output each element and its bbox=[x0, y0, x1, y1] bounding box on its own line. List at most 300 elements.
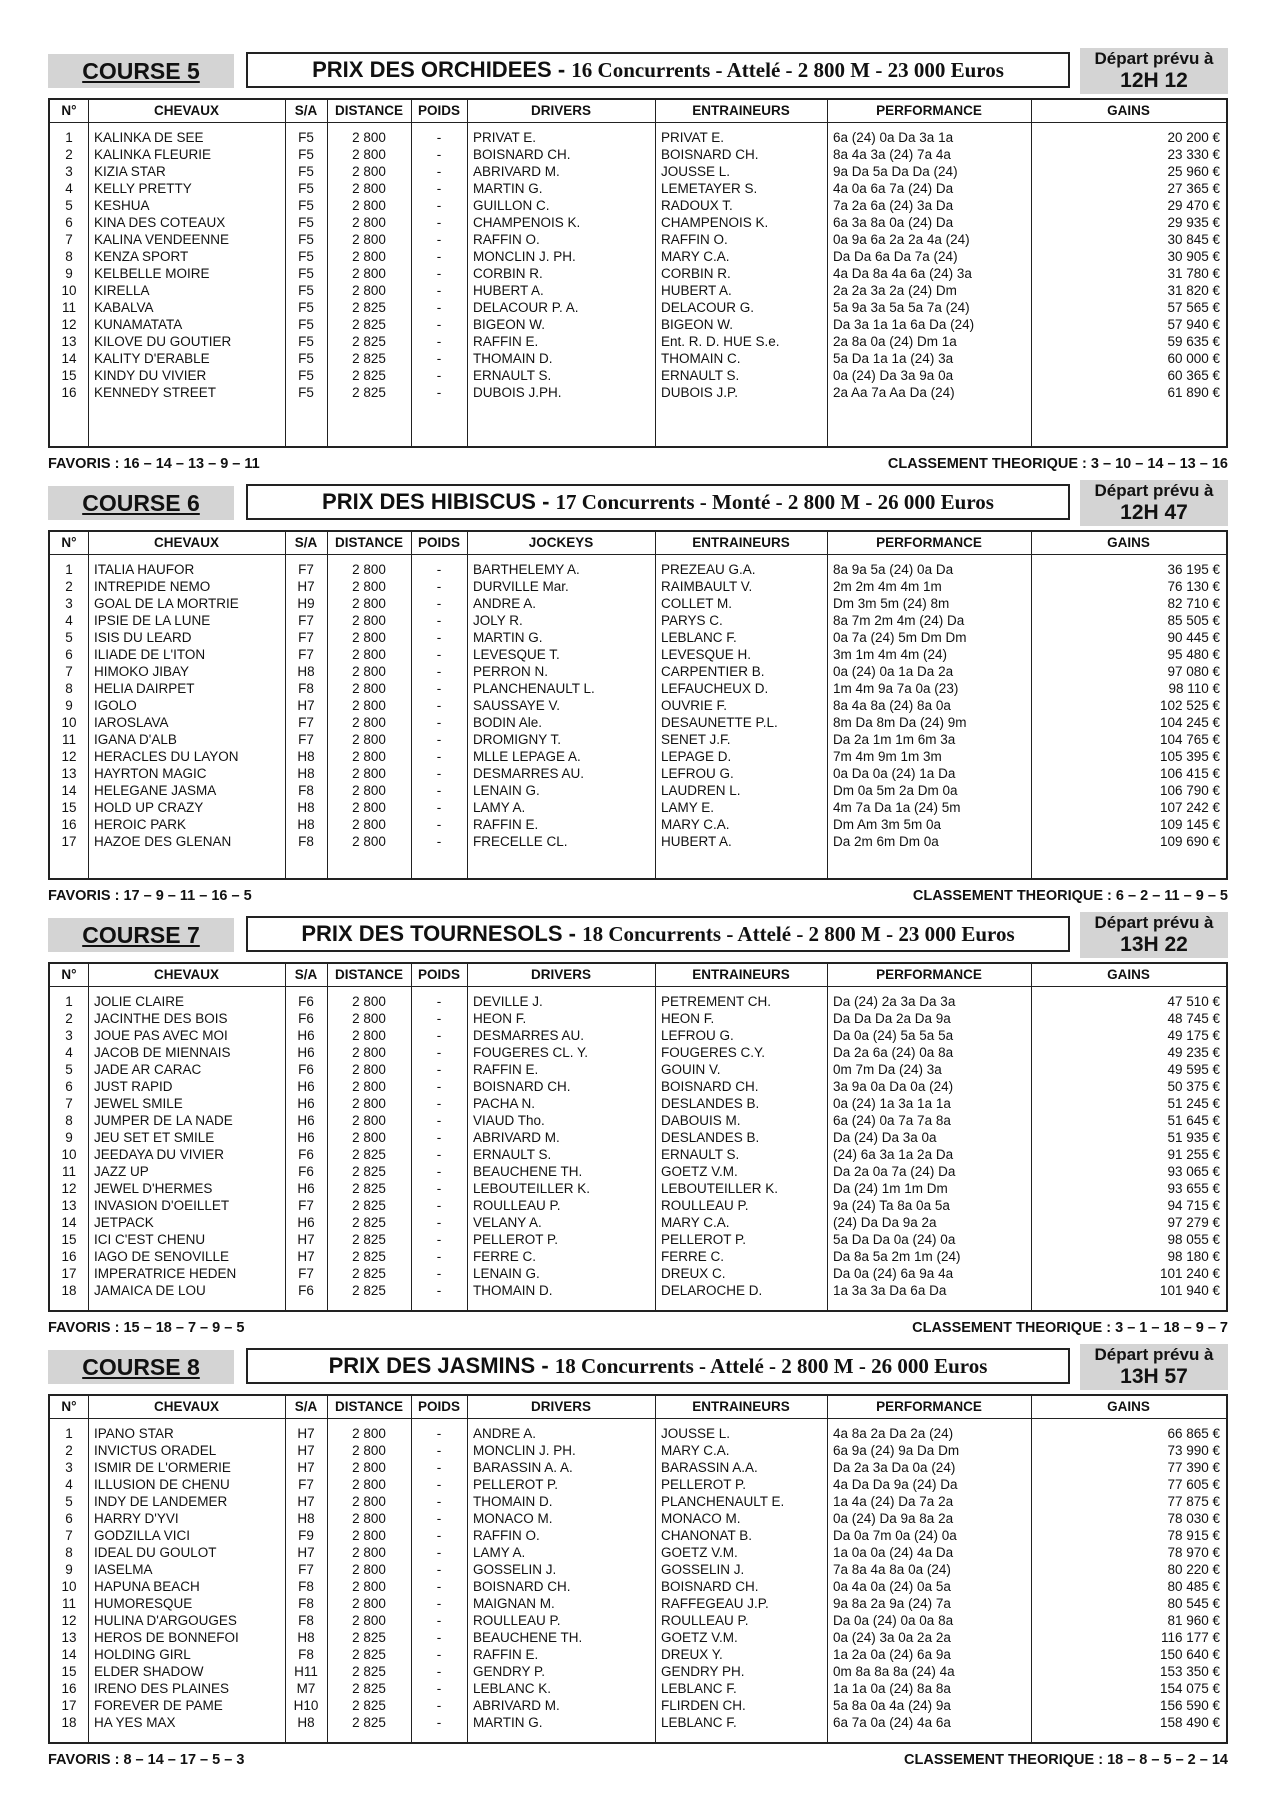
column-header-number: N° bbox=[61, 967, 77, 982]
cell-number: 1 bbox=[65, 994, 73, 1009]
cell-earnings: 109 145 € bbox=[1159, 817, 1220, 832]
cell-trainer: FLIRDEN CH. bbox=[661, 1698, 746, 1713]
cell-driver: ABRIVARD M. bbox=[473, 1130, 560, 1145]
cell-driver: MONCLIN J. PH. bbox=[473, 249, 576, 264]
column-header-driver: DRIVERS bbox=[530, 1399, 591, 1414]
cell-number: 5 bbox=[65, 1062, 73, 1077]
cell-sex-age: F5 bbox=[298, 181, 314, 196]
runners-table bbox=[48, 1394, 1228, 1744]
scheduled-start-time: 12H 12 bbox=[1120, 69, 1188, 92]
cell-earnings: 150 640 € bbox=[1159, 1647, 1220, 1662]
cell-sex-age: F6 bbox=[298, 1011, 314, 1026]
cell-number: 8 bbox=[65, 1113, 73, 1128]
cell-earnings: 51 645 € bbox=[1167, 1113, 1220, 1128]
cell-horse: KABALVA bbox=[94, 300, 154, 315]
cell-earnings: 77 605 € bbox=[1167, 1477, 1220, 1492]
cell-trainer: LEBLANC F. bbox=[661, 1681, 737, 1696]
cell-earnings: 91 255 € bbox=[1167, 1147, 1220, 1162]
course-section bbox=[48, 912, 1228, 1344]
cell-driver: CORBIN R. bbox=[473, 266, 543, 281]
cell-earnings: 60 000 € bbox=[1167, 351, 1220, 366]
column-header-distance: DISTANCE bbox=[334, 967, 403, 982]
cell-driver: ERNAULT S. bbox=[473, 368, 552, 383]
cell-number: 14 bbox=[61, 783, 77, 798]
cell-horse: ICI C'EST CHENU bbox=[94, 1232, 206, 1247]
cell-horse: JAZZ UP bbox=[94, 1164, 149, 1179]
cell-earnings: 78 030 € bbox=[1167, 1511, 1220, 1526]
favorites-label: FAVORIS : bbox=[48, 1752, 120, 1768]
race-name: PRIX DES TOURNESOLS bbox=[301, 921, 563, 946]
cell-trainer: HUBERT A. bbox=[661, 834, 732, 849]
cell-distance: 2 800 bbox=[352, 766, 386, 781]
header-divider bbox=[50, 122, 1226, 123]
column-header-horse: CHEVAUX bbox=[153, 967, 219, 982]
cell-distance: 2 800 bbox=[352, 1494, 386, 1509]
cell-driver: SAUSSAYE V. bbox=[473, 698, 561, 713]
cell-trainer: PARYS C. bbox=[661, 613, 723, 628]
column-header-number: N° bbox=[61, 103, 77, 118]
cell-driver: FERRE C. bbox=[473, 1249, 537, 1264]
cell-earnings: 60 365 € bbox=[1167, 368, 1220, 383]
cell-sex-age: F7 bbox=[298, 562, 314, 577]
column-header-trainer: ENTRAINEURS bbox=[692, 103, 790, 118]
cell-earnings: 51 245 € bbox=[1167, 1096, 1220, 1111]
cell-horse: HIMOKO JIBAY bbox=[94, 664, 190, 679]
cell-weight: - bbox=[436, 266, 442, 281]
cell-weight: - bbox=[436, 300, 442, 315]
cell-trainer: DREUX C. bbox=[661, 1266, 726, 1281]
cell-performance: 0a 7a (24) 5m Dm Dm bbox=[833, 630, 967, 645]
cell-horse: INVASION D'OEILLET bbox=[94, 1198, 230, 1213]
cell-number: 3 bbox=[65, 1460, 73, 1475]
cell-trainer: MARY C.A. bbox=[661, 1443, 730, 1458]
cell-sex-age: F6 bbox=[298, 1062, 314, 1077]
cell-distance: 2 825 bbox=[352, 368, 386, 383]
race-title bbox=[246, 1348, 1070, 1384]
cell-horse: JEWEL SMILE bbox=[94, 1096, 183, 1111]
cell-weight: - bbox=[436, 1460, 442, 1475]
cell-number: 10 bbox=[61, 1579, 77, 1594]
course-section bbox=[48, 48, 1228, 480]
cell-trainer: LEPAGE D. bbox=[661, 749, 732, 764]
cell-trainer: RAFFIN O. bbox=[661, 232, 728, 247]
course-header bbox=[48, 1344, 1228, 1390]
cell-number: 9 bbox=[65, 266, 73, 281]
cell-horse: ELDER SHADOW bbox=[94, 1664, 204, 1679]
cell-horse: HULINA D'ARGOUGES bbox=[94, 1613, 237, 1628]
cell-driver: FOUGERES CL. Y. bbox=[473, 1045, 589, 1060]
cell-earnings: 156 590 € bbox=[1159, 1698, 1220, 1713]
cell-horse: HELEGANE JASMA bbox=[94, 783, 217, 798]
cell-earnings: 49 175 € bbox=[1167, 1028, 1220, 1043]
cell-distance: 2 800 bbox=[352, 596, 386, 611]
cell-weight: - bbox=[436, 613, 442, 628]
cell-performance: Dm 3m 5m (24) 8m bbox=[833, 596, 950, 611]
cell-horse: JAMAICA DE LOU bbox=[94, 1283, 206, 1298]
cell-number: 7 bbox=[65, 232, 73, 247]
cell-sex-age: H8 bbox=[297, 1715, 315, 1730]
cell-weight: - bbox=[436, 1045, 442, 1060]
cell-sex-age: H7 bbox=[297, 579, 315, 594]
cell-earnings: 80 220 € bbox=[1167, 1562, 1220, 1577]
cell-sex-age: H7 bbox=[297, 1232, 315, 1247]
favorites bbox=[48, 454, 260, 474]
cell-distance: 2 800 bbox=[352, 1477, 386, 1492]
cell-earnings: 90 445 € bbox=[1167, 630, 1220, 645]
column-header-sex-age: S/A bbox=[294, 535, 318, 550]
cell-driver: HUBERT A. bbox=[473, 283, 544, 298]
cell-number: 2 bbox=[65, 147, 73, 162]
cell-sex-age: F5 bbox=[298, 351, 314, 366]
runners-table bbox=[48, 98, 1228, 448]
cell-performance: 6a (24) 0a 7a 7a 8a bbox=[833, 1113, 951, 1128]
cell-earnings: 30 905 € bbox=[1167, 249, 1220, 264]
cell-distance: 2 825 bbox=[352, 1232, 386, 1247]
cell-sex-age: F5 bbox=[298, 385, 314, 400]
cell-performance: 0a (24) 0a 1a Da 2a bbox=[833, 664, 954, 679]
cell-trainer: LEFROU G. bbox=[661, 766, 734, 781]
cell-number: 4 bbox=[65, 1045, 73, 1060]
cell-sex-age: F8 bbox=[298, 1647, 314, 1662]
cell-earnings: 98 055 € bbox=[1167, 1232, 1220, 1247]
cell-sex-age: F7 bbox=[298, 1266, 314, 1281]
cell-horse: JEU SET ET SMILE bbox=[94, 1130, 215, 1145]
cell-trainer: THOMAIN C. bbox=[661, 351, 741, 366]
cell-performance: Da 0a (24) 0a 0a 8a bbox=[833, 1613, 954, 1628]
cell-earnings: 50 375 € bbox=[1167, 1079, 1220, 1094]
race-program-page bbox=[48, 48, 1228, 1776]
column-header-weight: POIDS bbox=[417, 535, 460, 550]
race-name: PRIX DES ORCHIDEES bbox=[312, 57, 552, 82]
cell-trainer: GOETZ V.M. bbox=[661, 1545, 738, 1560]
cell-distance: 2 800 bbox=[352, 1545, 386, 1560]
theoretical-ranking-values: 3 – 10 – 14 – 13 – 16 bbox=[1090, 456, 1228, 472]
cell-weight: - bbox=[436, 783, 442, 798]
cell-distance: 2 825 bbox=[352, 1681, 386, 1696]
cell-weight: - bbox=[436, 1147, 442, 1162]
cell-weight: - bbox=[436, 1545, 442, 1560]
race-title-separator: - bbox=[551, 57, 572, 82]
cell-horse: HELIA DAIRPET bbox=[94, 681, 195, 696]
column-divider bbox=[827, 100, 828, 446]
column-header-driver: JOCKEYS bbox=[528, 535, 594, 550]
cell-weight: - bbox=[436, 1477, 442, 1492]
cell-driver: ERNAULT S. bbox=[473, 1147, 552, 1162]
column-divider bbox=[655, 964, 656, 1310]
cell-horse: KENZA SPORT bbox=[94, 249, 189, 264]
cell-earnings: 77 390 € bbox=[1167, 1460, 1220, 1475]
cell-earnings: 23 330 € bbox=[1167, 147, 1220, 162]
cell-earnings: 25 960 € bbox=[1167, 164, 1220, 179]
cell-number: 12 bbox=[61, 749, 77, 764]
cell-performance: Da Da 6a Da 7a (24) bbox=[833, 249, 958, 264]
cell-horse: IASELMA bbox=[94, 1562, 153, 1577]
cell-distance: 2 825 bbox=[352, 1181, 386, 1196]
cell-horse: JUMPER DE LA NADE bbox=[94, 1113, 233, 1128]
cell-weight: - bbox=[436, 1028, 442, 1043]
cell-weight: - bbox=[436, 1232, 442, 1247]
cell-distance: 2 800 bbox=[352, 1113, 386, 1128]
race-conditions: 17 Concurrents - Monté - 2 800 M - 26 000 Euros bbox=[555, 490, 994, 514]
cell-performance: 4a Da Da 9a (24) Da bbox=[833, 1477, 958, 1492]
cell-number: 2 bbox=[65, 579, 73, 594]
cell-distance: 2 800 bbox=[352, 664, 386, 679]
cell-weight: - bbox=[436, 1698, 442, 1713]
cell-distance: 2 800 bbox=[352, 1079, 386, 1094]
scheduled-start-label: Départ prévu à bbox=[1094, 49, 1214, 68]
column-divider bbox=[655, 1396, 656, 1742]
cell-number: 8 bbox=[65, 249, 73, 264]
cell-number: 8 bbox=[65, 681, 73, 696]
cell-performance: 8a 7m 2m 4m (24) Da bbox=[833, 613, 965, 628]
cell-performance: 9a Da 5a Da Da (24) bbox=[833, 164, 958, 179]
cell-horse: JEEDAYA DU VIVIER bbox=[94, 1147, 225, 1162]
column-header-performance: PERFORMANCE bbox=[876, 103, 982, 118]
cell-sex-age: H9 bbox=[297, 596, 315, 611]
cell-performance: (24) 6a 3a 1a 2a Da bbox=[833, 1147, 954, 1162]
race-title-separator: - bbox=[535, 1353, 555, 1378]
cell-trainer: SENET J.F. bbox=[661, 732, 731, 747]
cell-distance: 2 800 bbox=[352, 681, 386, 696]
theoretical-ranking-label: CLASSEMENT THEORIQUE : bbox=[904, 1752, 1104, 1768]
cell-horse: HA YES MAX bbox=[94, 1715, 176, 1730]
cell-performance: Da (24) 1m 1m Dm bbox=[833, 1181, 948, 1196]
cell-weight: - bbox=[436, 766, 442, 781]
cell-horse: GOAL DE LA MORTRIE bbox=[94, 596, 239, 611]
cell-number: 14 bbox=[61, 1215, 77, 1230]
cell-number: 2 bbox=[65, 1011, 73, 1026]
cell-trainer: CHAMPENOIS K. bbox=[661, 215, 769, 230]
favorites bbox=[48, 1318, 244, 1338]
cell-horse: INDY DE LANDEMER bbox=[94, 1494, 228, 1509]
race-name: PRIX DES HIBISCUS bbox=[322, 489, 536, 514]
column-header-horse: CHEVAUX bbox=[153, 535, 219, 550]
cell-performance: 0a 9a 6a 2a 2a 4a (24) bbox=[833, 232, 970, 247]
cell-weight: - bbox=[436, 817, 442, 832]
cell-horse: HAYRTON MAGIC bbox=[94, 766, 207, 781]
cell-driver: ROULLEAU P. bbox=[473, 1613, 561, 1628]
cell-weight: - bbox=[436, 1215, 442, 1230]
cell-trainer: ROULLEAU P. bbox=[661, 1613, 749, 1628]
cell-performance: 7a 8a 4a 8a 0a (24) bbox=[833, 1562, 951, 1577]
cell-performance: 8a 4a 8a (24) 8a 0a bbox=[833, 698, 951, 713]
cell-horse: ISIS DU LEARD bbox=[94, 630, 192, 645]
cell-number: 11 bbox=[61, 300, 76, 315]
cell-driver: THOMAIN D. bbox=[473, 1283, 553, 1298]
theoretical-ranking bbox=[913, 886, 1228, 906]
theoretical-ranking bbox=[888, 454, 1228, 474]
cell-sex-age: F7 bbox=[298, 1562, 314, 1577]
cell-driver: GUILLON C. bbox=[473, 198, 550, 213]
cell-distance: 2 800 bbox=[352, 579, 386, 594]
cell-distance: 2 800 bbox=[352, 164, 386, 179]
race-conditions: 16 Concurrents - Attelé - 2 800 M - 23 000 Euros bbox=[571, 58, 1004, 82]
cell-sex-age: M7 bbox=[296, 1681, 316, 1696]
favorites-label: FAVORIS : bbox=[48, 456, 120, 472]
cell-horse: INVICTUS ORADEL bbox=[94, 1443, 217, 1458]
cell-driver: MONCLIN J. PH. bbox=[473, 1443, 576, 1458]
header-divider bbox=[50, 554, 1226, 555]
cell-horse: JADE AR CARAC bbox=[94, 1062, 202, 1077]
cell-performance: 2a 2a 3a 2a (24) Dm bbox=[833, 283, 957, 298]
race-title bbox=[246, 52, 1070, 88]
cell-driver: PRIVAT E. bbox=[473, 130, 537, 145]
cell-number: 12 bbox=[61, 1181, 77, 1196]
cell-driver: GENDRY P. bbox=[473, 1664, 546, 1679]
cell-driver: BIGEON W. bbox=[473, 317, 546, 332]
cell-sex-age: F7 bbox=[298, 732, 314, 747]
cell-trainer: ROULLEAU P. bbox=[661, 1198, 749, 1213]
cell-earnings: 98 180 € bbox=[1167, 1249, 1220, 1264]
cell-performance: Da 2a 0a 7a (24) Da bbox=[833, 1164, 956, 1179]
cell-number: 5 bbox=[65, 630, 73, 645]
column-header-trainer: ENTRAINEURS bbox=[692, 535, 790, 550]
cell-sex-age: F5 bbox=[298, 249, 314, 264]
cell-distance: 2 800 bbox=[352, 181, 386, 196]
cell-performance: 1a 3a 3a Da 6a Da bbox=[833, 1283, 947, 1298]
course-footer bbox=[48, 454, 1228, 474]
cell-sex-age: F5 bbox=[298, 283, 314, 298]
cell-trainer: HEON F. bbox=[661, 1011, 715, 1026]
race-title-separator: - bbox=[562, 921, 583, 946]
favorites bbox=[48, 886, 252, 906]
cell-number: 11 bbox=[61, 732, 76, 747]
cell-trainer: COLLET M. bbox=[661, 596, 733, 611]
cell-number: 16 bbox=[61, 385, 77, 400]
cell-distance: 2 800 bbox=[352, 1528, 386, 1543]
cell-driver: DESMARRES AU. bbox=[473, 1028, 585, 1043]
cell-horse: INTREPIDE NEMO bbox=[94, 579, 211, 594]
scheduled-start bbox=[1080, 1344, 1228, 1390]
cell-distance: 2 825 bbox=[352, 1266, 386, 1281]
cell-horse: JOUE PAS AVEC MOI bbox=[94, 1028, 228, 1043]
cell-number: 7 bbox=[65, 1096, 73, 1111]
cell-weight: - bbox=[436, 1494, 442, 1509]
cell-number: 13 bbox=[61, 766, 77, 781]
cell-earnings: 80 485 € bbox=[1167, 1579, 1220, 1594]
cell-number: 15 bbox=[61, 1232, 77, 1247]
cell-weight: - bbox=[436, 1283, 442, 1298]
course-label: COURSE 7 bbox=[48, 918, 234, 952]
cell-weight: - bbox=[436, 630, 442, 645]
column-divider bbox=[467, 1396, 468, 1742]
cell-trainer: RAIMBAULT V. bbox=[661, 579, 753, 594]
cell-sex-age: F5 bbox=[298, 215, 314, 230]
cell-trainer: LEBLANC F. bbox=[661, 1715, 737, 1730]
cell-weight: - bbox=[436, 1079, 442, 1094]
cell-performance: 6a (24) 0a Da 3a 1a bbox=[833, 130, 954, 145]
cell-weight: - bbox=[436, 1011, 442, 1026]
cell-weight: - bbox=[436, 1664, 442, 1679]
cell-horse: KILOVE DU GOUTIER bbox=[94, 334, 232, 349]
column-header-distance: DISTANCE bbox=[334, 103, 403, 118]
cell-horse: JETPACK bbox=[94, 1215, 154, 1230]
cell-driver: THOMAIN D. bbox=[473, 1494, 553, 1509]
cell-performance: 5a Da Da 0a (24) 0a bbox=[833, 1232, 956, 1247]
cell-trainer: DREUX Y. bbox=[661, 1647, 723, 1662]
cell-horse: IPANO STAR bbox=[94, 1426, 174, 1441]
cell-sex-age: H8 bbox=[297, 817, 315, 832]
cell-trainer: DELAROCHE D. bbox=[661, 1283, 763, 1298]
cell-performance: 7m 4m 9m 1m 3m bbox=[833, 749, 942, 764]
cell-sex-age: F5 bbox=[298, 334, 314, 349]
cell-distance: 2 800 bbox=[352, 283, 386, 298]
cell-horse: HOLD UP CRAZY bbox=[94, 800, 204, 815]
favorites-values: 15 – 18 – 7 – 9 – 5 bbox=[123, 1320, 245, 1336]
scheduled-start bbox=[1080, 48, 1228, 94]
cell-driver: MLLE LEPAGE A. bbox=[473, 749, 581, 764]
cell-number: 17 bbox=[61, 1266, 77, 1281]
cell-weight: - bbox=[436, 698, 442, 713]
cell-sex-age: F5 bbox=[298, 300, 314, 315]
cell-earnings: 48 745 € bbox=[1167, 1011, 1220, 1026]
cell-horse: IMPERATRICE HEDEN bbox=[94, 1266, 237, 1281]
cell-weight: - bbox=[436, 562, 442, 577]
course-section bbox=[48, 480, 1228, 912]
cell-distance: 2 825 bbox=[352, 1215, 386, 1230]
cell-driver: DUBOIS J.PH. bbox=[473, 385, 562, 400]
scheduled-start-label: Départ prévu à bbox=[1094, 481, 1214, 500]
cell-earnings: 95 480 € bbox=[1167, 647, 1220, 662]
cell-number: 11 bbox=[61, 1164, 76, 1179]
cell-sex-age: H8 bbox=[297, 1630, 315, 1645]
cell-distance: 2 800 bbox=[352, 817, 386, 832]
cell-sex-age: F7 bbox=[298, 715, 314, 730]
cell-driver: ABRIVARD M. bbox=[473, 164, 560, 179]
column-divider bbox=[655, 532, 656, 878]
cell-sex-age: F6 bbox=[298, 1283, 314, 1298]
cell-earnings: 94 715 € bbox=[1167, 1198, 1220, 1213]
cell-number: 3 bbox=[65, 596, 73, 611]
cell-weight: - bbox=[436, 1562, 442, 1577]
cell-trainer: JOUSSE L. bbox=[661, 1426, 731, 1441]
cell-trainer: MONACO M. bbox=[661, 1511, 741, 1526]
cell-sex-age: H8 bbox=[297, 766, 315, 781]
cell-number: 13 bbox=[61, 1198, 77, 1213]
cell-performance: Da 2m 6m Dm 0a bbox=[833, 834, 939, 849]
cell-horse: KELLY PRETTY bbox=[94, 181, 192, 196]
course-label: COURSE 8 bbox=[48, 1350, 234, 1384]
cell-distance: 2 825 bbox=[352, 1198, 386, 1213]
cell-earnings: 106 415 € bbox=[1159, 766, 1220, 781]
cell-earnings: 66 865 € bbox=[1167, 1426, 1220, 1441]
cell-earnings: 36 195 € bbox=[1167, 562, 1220, 577]
column-header-earnings: GAINS bbox=[1107, 967, 1150, 982]
cell-performance: 0a Da 0a (24) 1a Da bbox=[833, 766, 956, 781]
cell-sex-age: H10 bbox=[293, 1698, 319, 1713]
cell-driver: MARTIN G. bbox=[473, 630, 543, 645]
cell-driver: VIAUD Tho. bbox=[473, 1113, 545, 1128]
cell-trainer: MARY C.A. bbox=[661, 249, 730, 264]
cell-driver: ANDRE A. bbox=[473, 1426, 537, 1441]
cell-sex-age: H8 bbox=[297, 664, 315, 679]
cell-earnings: 97 279 € bbox=[1167, 1215, 1220, 1230]
cell-number: 18 bbox=[61, 1283, 77, 1298]
cell-distance: 2 800 bbox=[352, 749, 386, 764]
cell-sex-age: F6 bbox=[298, 1147, 314, 1162]
cell-weight: - bbox=[436, 368, 442, 383]
cell-number: 9 bbox=[65, 1562, 73, 1577]
cell-number: 6 bbox=[65, 215, 73, 230]
cell-weight: - bbox=[436, 283, 442, 298]
column-divider bbox=[88, 964, 89, 1310]
cell-trainer: BARASSIN A.A. bbox=[661, 1460, 758, 1475]
cell-weight: - bbox=[436, 647, 442, 662]
cell-distance: 2 800 bbox=[352, 130, 386, 145]
cell-sex-age: F8 bbox=[298, 681, 314, 696]
cell-performance: 0a (24) 3a 0a 2a 2a bbox=[833, 1630, 951, 1645]
cell-performance: 6a 7a 0a (24) 4a 6a bbox=[833, 1715, 951, 1730]
